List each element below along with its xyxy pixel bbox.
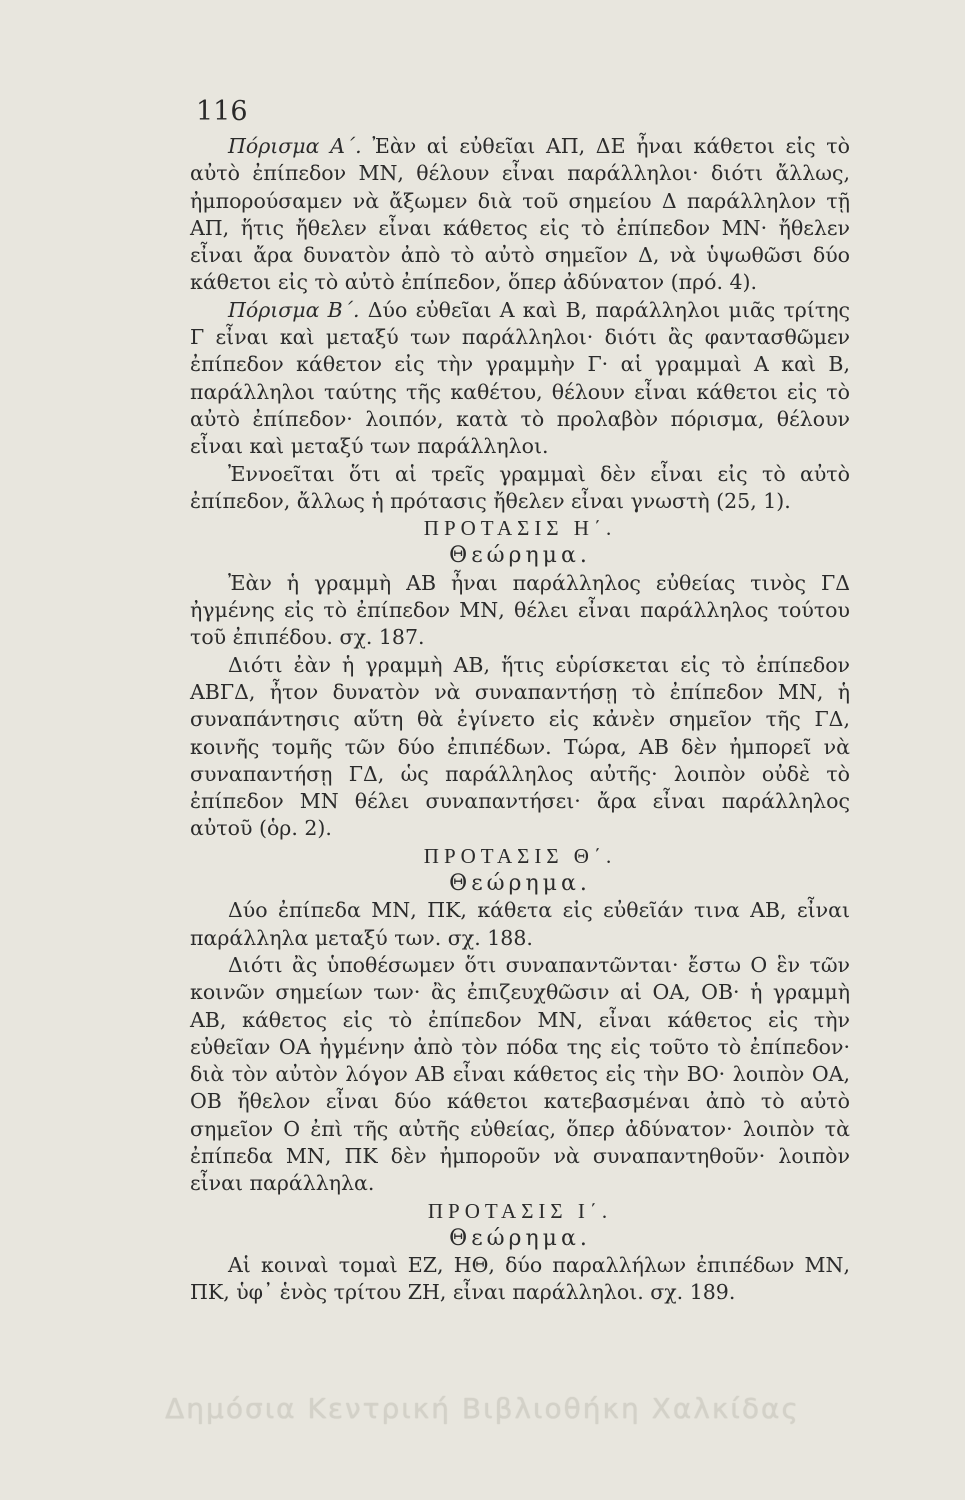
porisma-a-text: Ἐὰν αἱ εὐθεῖαι ΑΠ, ΔΕ ἦναι κάθετοι εἰς τὸ αὐτὸ ἐπίπεδον ΜΝ, θέλουν εἶναι παράλληλοι· διότι ἄλλως, ἠμπορούσαμεν νὰ ἄξωμεν διὰ τοῦ σημείου Δ παράλληλον τῇ ΑΠ, ἥτις ἤθελεν εἶναι κάθετος εἰς τὸ ἐπίπεδον ΜΝ· ἤθελεν εἶναι ἄρα δυνατὸν ἀπὸ τὸ αὐτὸ σημεῖον Δ, νὰ ὑψωθῶσι δύο κάθετοι εἰς τὸ αὐτὸ ἐπίπεδον, ὅπερ ἀδύνατον (πρό. 4). [190,134,850,295]
protasis-h-proof: Διότι ἐὰν ἡ γραμμὴ ΑΒ, ἥτις εὑρίσκεται εἰς τὸ ἐπίπεδον ΑΒΓΔ, ἦτον δυνατὸν νὰ συναπαντήσῃ τὸ ἐπίπεδον ΜΝ, ἡ συναπάντησις αὕτη θὰ ἐγίνετο εἰς κἀνὲν σημεῖον τῆς ΓΔ, κοινῆς τομῆς τῶν δύο ἐπιπέδων. Τώρα, ΑΒ δὲν ἠμπορεῖ νὰ συναπαντήσῃ ΓΔ, ὡς παράλληλος αὐτῆς· λοιπὸν οὐδὲ τὸ ἐπίπεδον ΜΝ θέλει συναπαντήσει· ἄρα εἶναι παράλληλος αὐτοῦ (ὁρ. 2). [190,652,850,841]
protasis-th-statement: Δύο ἐπίπεδα ΜΝ, ΠΚ, κάθετα εἰς εὐθεῖάν τινα ΑΒ, εἶναι παράλληλα μεταξύ των. σχ. 188. [190,898,850,950]
protasis-th-subheading: Θεώρημα. [449,871,591,897]
protasis-h-statement: Ἐὰν ἡ γραμμὴ ΑΒ ἦναι παράλληλος εὐθείας τινὸς ΓΔ ἠγμένης εἰς τὸ ἐπίπεδον ΜΝ, θέλει εἶναι παράλληλος τούτου τοῦ ἐπιπέδου. σχ. 187. [190,570,850,650]
porisma-a [190,133,850,297]
library-watermark: Δημόσια Κεντρική Βιβλιοθήκη Χαλκίδας [165,1392,800,1425]
page-number: 116 [196,96,248,127]
protasis-i-subheading: Θεώρημα. [449,1225,591,1251]
porisma-b [190,297,850,461]
porisma-a-label: Πόρισμα Α΄. [228,134,362,158]
protasis-th-heading: ΠΡΟΤΑΣΙΣ Θ΄. [423,843,617,868]
protasis-h-subheading: Θεώρημα. [449,543,591,569]
protasis-h-heading: ΠΡΟΤΑΣΙΣ Η΄. [423,516,617,541]
protasis-i-heading: ΠΡΟΤΑΣΙΣ Ι΄. [427,1198,613,1223]
porisma-b-label: Πόρισμα Β΄. [228,297,360,322]
porisma-b-note: Ἐννοεῖται ὅτι αἱ τρεῖς γραμμαὶ δὲν εἶναι εἰς τὸ αὐτὸ ἐπίπεδον, ἄλλως ἡ πρότασις ἤθελεν εἶναι γνωστὴ (25, 1). [190,461,850,513]
page-body [190,133,850,1307]
protasis-th-proof: Διότι ἂς ὑποθέσωμεν ὅτι συναπαντῶνται· ἔστω Ο ἓν τῶν κοινῶν σημείων των· ἂς ἐπιζευχθῶσιν αἱ ΟΑ, ΟΒ· ἡ γραμμὴ ΑΒ, κάθετος εἰς τὸ ἐπίπεδον ΜΝ, εἶναι κάθετος εἰς τὴν εὐθεῖαν ΟΑ ἠγμένην ἀπὸ τὸν πόδα της εἰς τοῦτο τὸ ἐπίπεδον· διὰ τὸν αὐτὸν λόγον ΑΒ εἶναι κάθετος εἰς τὴν ΒΟ· λοιπὸν ΟΑ, ΟΒ ἤθελον εἶναι δύο κάθετοι κατεβασμέναι ἀπὸ τὸ αὐτὸ σημεῖον Ο ἐπὶ τῆς αὐτῆς εὐθείας, ὅπερ ἀδύνατον· λοιπὸν τὰ ἐπίπεδα ΜΝ, ΠΚ δὲν ἠμποροῦν νὰ συναπαντηθοῦν· λοιπὸν εἶναι παράλληλα. [190,952,850,1196]
porisma-b-text: Δύο εὐθεῖαι Α καὶ Β, παράλληλοι μιᾶς τρίτης Γ εἶναι καὶ μεταξύ των παράλληλοι· διότι ἂς φαντασθῶμεν ἐπίπεδον κάθετον εἰς τὴν γραμμὴν Γ· αἱ γραμμαὶ Α καὶ Β, παράλληλοι ταύτης τῆς καθέτου, θέλουν εἶναι κάθετοι εἰς τὸ αὐτὸ ἐπίπεδον· λοιπόν, κατὰ τὸ προλαβὸν πόρισμα, θέλουν εἶναι καὶ μεταξύ των παράλληλοι. [190,297,850,459]
protasis-i-statement: Αἱ κοιναὶ τομαὶ ΕΖ, ΗΘ, δύο παραλλήλων ἐπιπέδων ΜΝ, ΠΚ, ὑφ᾽ ἑνὸς τρίτου ΖΗ, εἶναι παράλληλοι. σχ. 189. [190,1253,850,1305]
